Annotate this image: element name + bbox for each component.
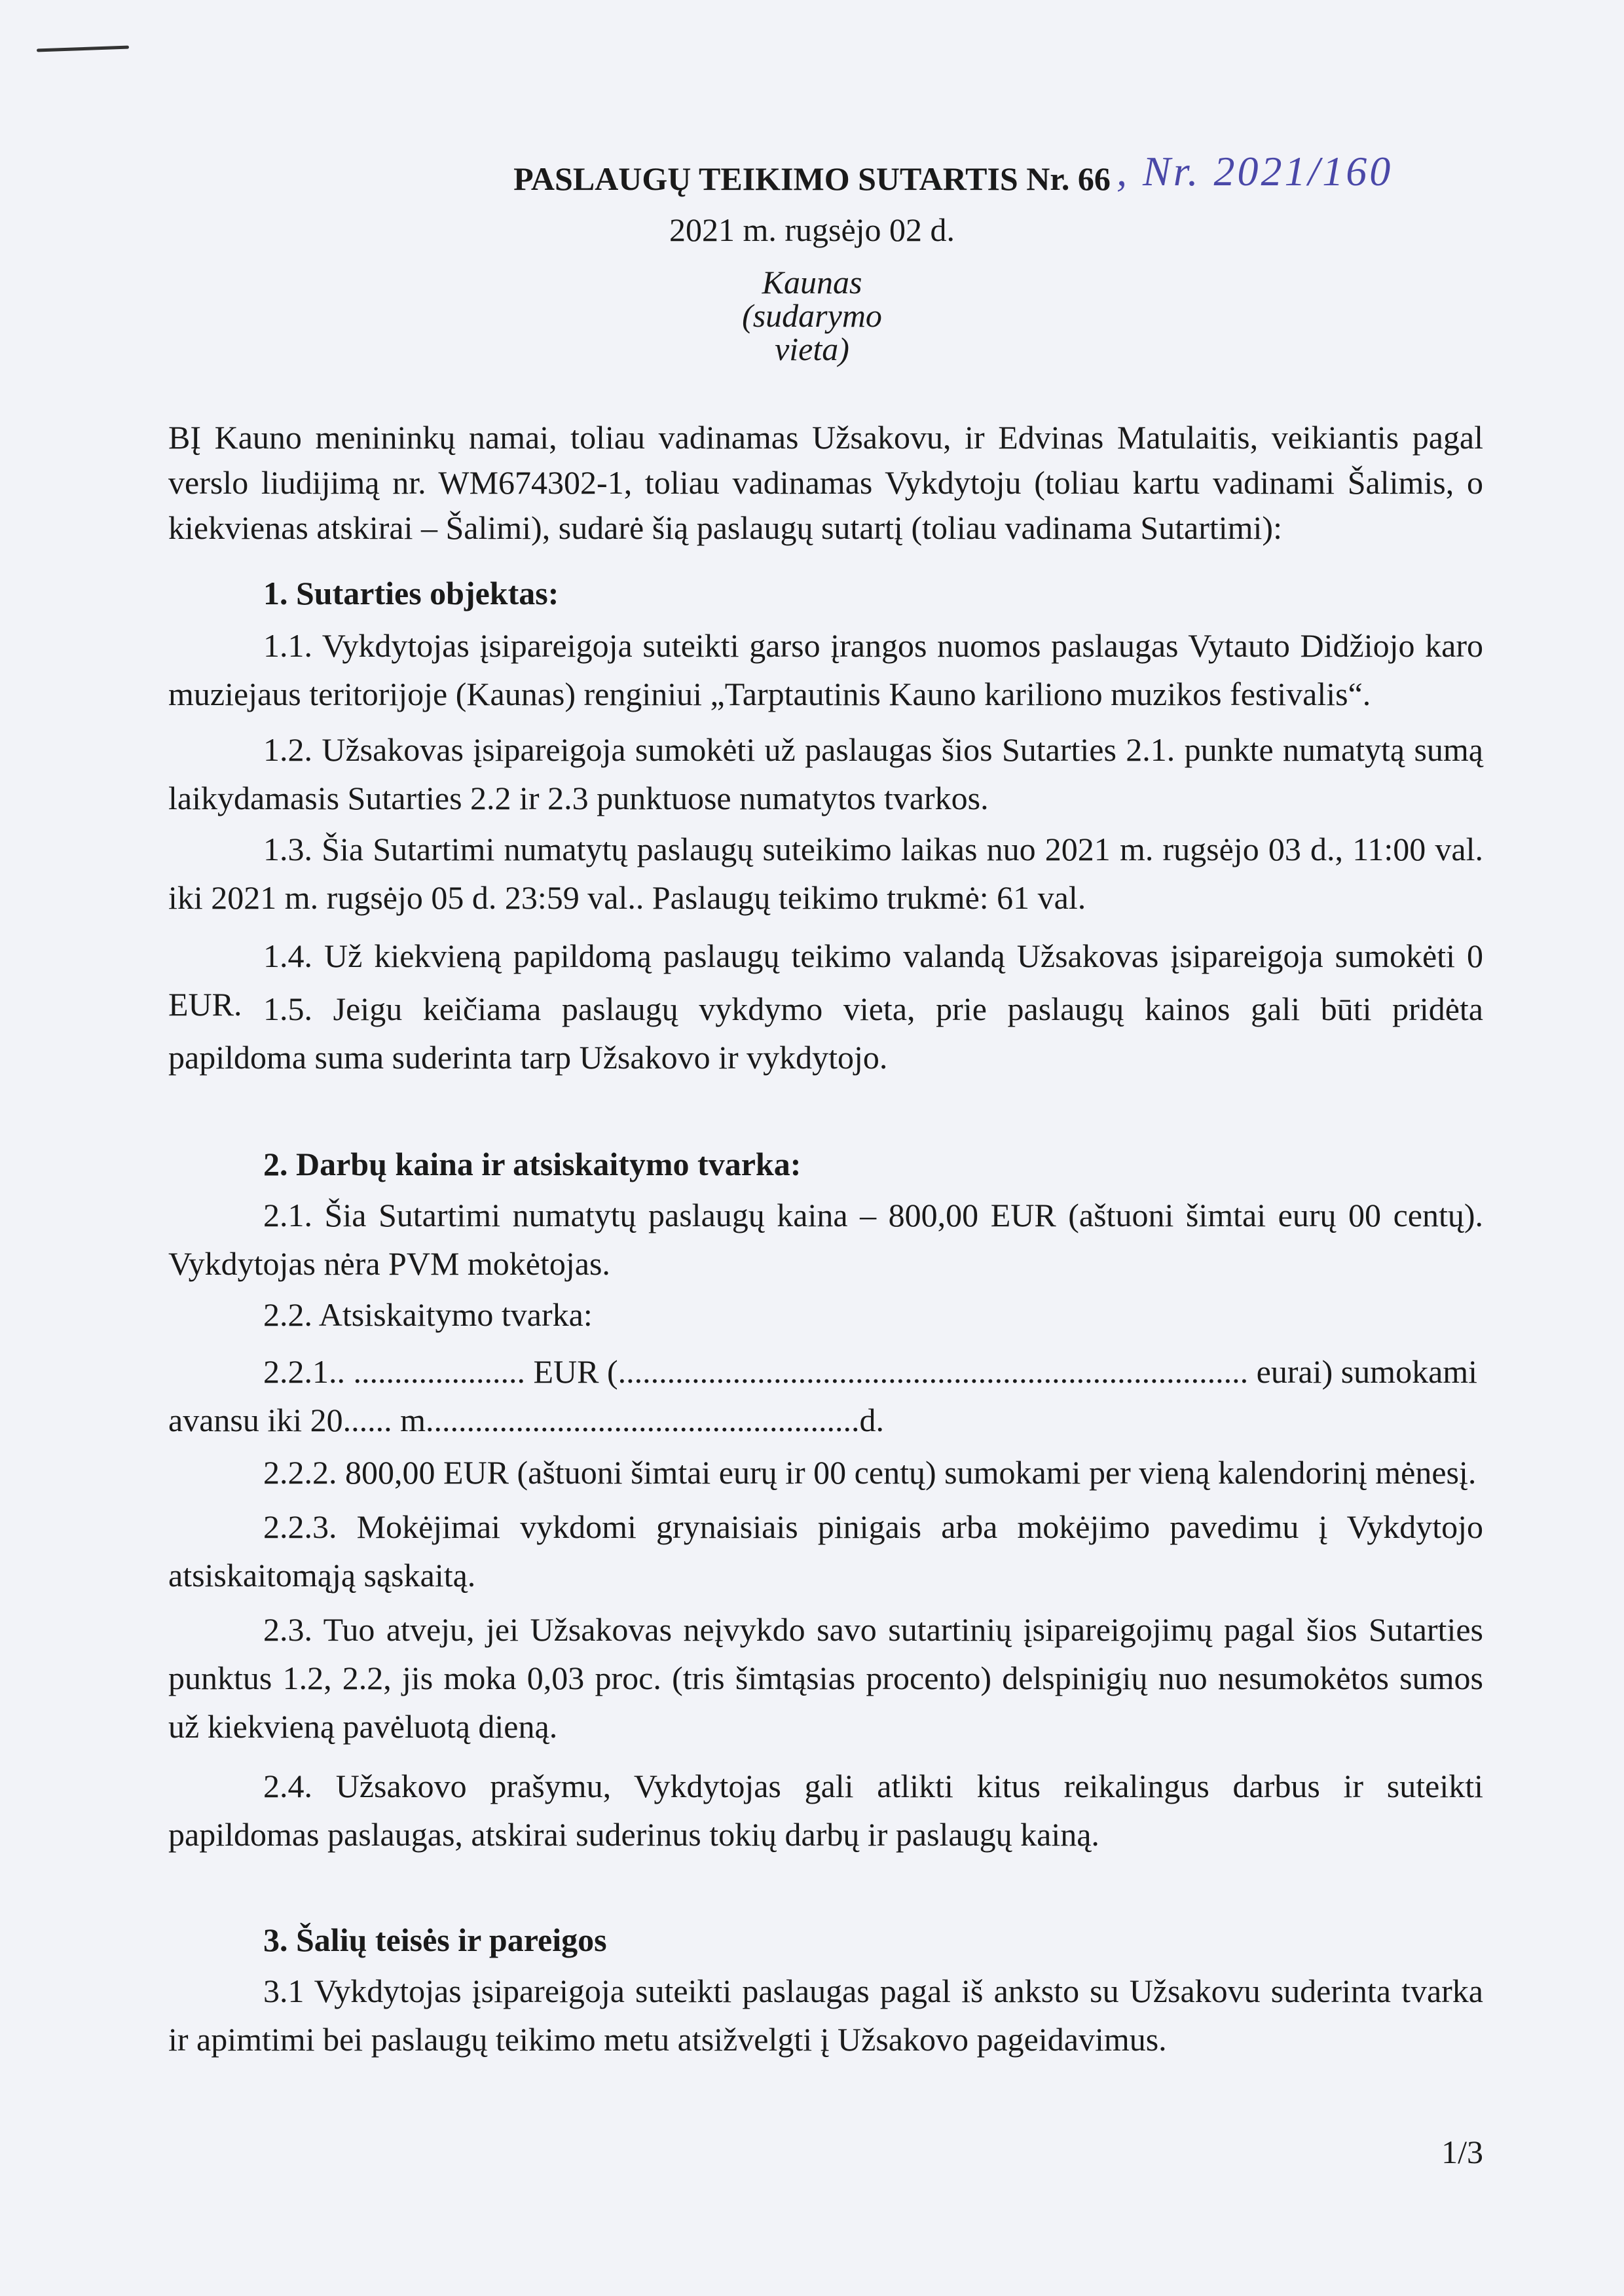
- section-2-heading: 2. Darbų kaina ir atsiskaitymo tvarka:: [263, 1146, 802, 1182]
- section-3-heading: 3. Šalių teisės ir pareigos: [263, 1922, 607, 1958]
- handwritten-registration-number: , Nr. 2021/160: [1116, 148, 1393, 194]
- intro-paragraph: BĮ Kauno menininkų namai, toliau vadinamas Užsakovu, ir Edvinas Matulaitis, veikiantis pagal verslo liudijimą nr. WM674302-1, toliau vadinamas Vykdytoju (toliau kartu vadinami Šalimis, o kiekvienas atskirai – Šalimi), sudarė šią paslaugų sutartį (toliau vadinama Sutartimi):: [168, 419, 1483, 546]
- clause-2-2-3: 2.2.3. Mokėjimai vykdomi grynaisiais pinigais arba mokėjimo pavedimu į Vykdytojo atsiskaitomąją sąskaitą.: [168, 1508, 1483, 1594]
- place-line: (sudarymo: [742, 297, 882, 334]
- clause-2-3: 2.3. Tuo atveju, jei Užsakovas neįvykdo savo sutartinių įsipareigojimų pagal šios Sutarties punktus 1.2, 2.2, jis moka 0,03 proc. (tris šimtąsias procento) delspinigių nuo nesumokėtos sumos už kiekvieną pavėluotą dieną.: [168, 1611, 1483, 1745]
- place-line: Kaunas: [762, 264, 862, 301]
- scan-mark: [37, 46, 129, 52]
- clause-1-2: 1.2. Užsakovas įsipareigoja sumokėti už paslaugas šios Sutarties 2.1. punkte numatytą sumą laikydamasis Sutarties 2.2 ir 2.3 punktuose numatytos tvarkos.: [168, 731, 1483, 816]
- document-date: 2021 m. rugsėjo 02 d.: [669, 211, 955, 248]
- clause-2-1: 2.1. Šia Sutartimi numatytų paslaugų kaina – 800,00 EUR (aštuoni šimtai eurų 00 centų). Vykdytojas nėra PVM mokėtojas.: [168, 1197, 1483, 1282]
- clause-2-4: 2.4. Užsakovo prašymu, Vykdytojas gali atlikti kitus reikalingus darbus ir suteikti papildomas paslaugas, atskirai suderinus tokių darbų ir paslaugų kainą.: [168, 1768, 1483, 1853]
- clause-1-3: 1.3. Šia Sutartimi numatytų paslaugų suteikimo laikas nuo 2021 m. rugsėjo 03 d., 11:00 val. iki 2021 m. rugsėjo 05 d. 23:59 val.. Paslaugų teikimo trukmė: 61 val.: [168, 831, 1483, 916]
- clause-2-2-1: 2.2.1.. ..................... EUR (............................................................................. eurai) sumokami avansu iki 20...... m.....................................................d.: [168, 1353, 1478, 1438]
- clause-3-1: 3.1 Vykdytojas įsipareigoja suteikti paslaugas pagal iš anksto su Užsakovu suderinta tvarka ir apimtimi bei paslaugų teikimo metu atsižvelgti į Užsakovo pageidavimus.: [168, 1973, 1483, 2058]
- signing-place: [0, 266, 1624, 366]
- clause-1-4: 1.4. Už kiekvieną papildomą paslaugų teikimo valandą Užsakovas įsipareigoja sumokėti 0 EUR.: [168, 938, 1483, 1023]
- clause-1-1: 1.1. Vykdytojas įsipareigoja suteikti garso įrangos nuomos paslaugas Vytauto Didžiojo karo muziejaus teritorijoje (Kaunas) renginiui „Tarptautinis Kauno kariliono muzikos festivalis“.: [168, 627, 1483, 712]
- document-title: PASLAUGŲ TEIKIMO SUTARTIS Nr. 66: [513, 160, 1111, 197]
- place-line: vieta): [775, 331, 849, 367]
- page-number: 1/3: [1441, 2134, 1483, 2170]
- clause-2-2-2: 2.2.2. 800,00 EUR (aštuoni šimtai eurų ir 00 centų) sumokami per vieną kalendorinį mėnesį.: [263, 1454, 1477, 1491]
- clause-1-5: 1.5. Jeigu keičiama paslaugų vykdymo vieta, prie paslaugų kainos gali būti pridėta papildoma suma suderinta tarp Užsakovo ir vykdytojo.: [168, 991, 1483, 1076]
- section-1-heading: 1. Sutarties objektas:: [263, 575, 559, 611]
- clause-2-2: 2.2. Atsiskaitymo tvarka:: [263, 1296, 593, 1333]
